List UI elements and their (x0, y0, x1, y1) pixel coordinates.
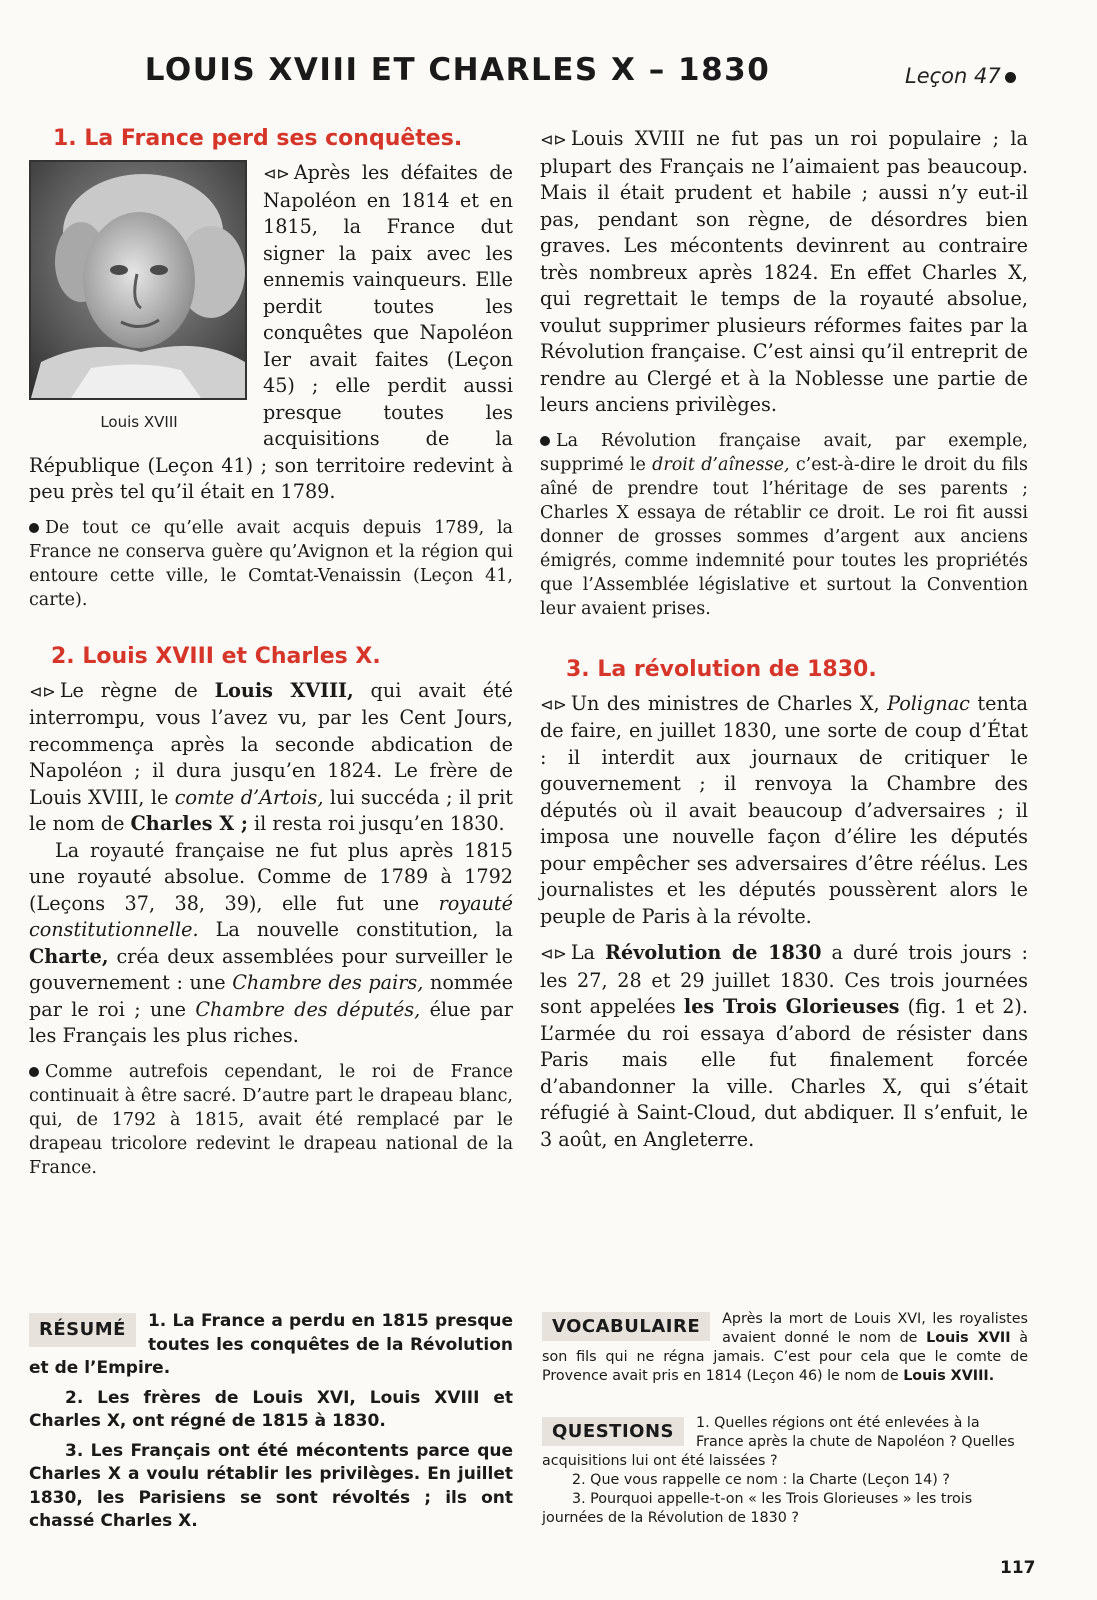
lesson-label: Leçon 47 (905, 64, 1001, 88)
text-run: à son fils qui ne régna jamais. C’est pour cela que le comte de Provence avait pris en 1814 (Leçon 46) le nom de (542, 1330, 1028, 1384)
questions-label: QUESTIONS (542, 1417, 684, 1446)
section-2-paragraph-2 (29, 838, 513, 1050)
right-paragraph-2 (540, 429, 1028, 621)
question-1: 1. Quelles régions ont été enlevées à la France après la chute de Napoléon ? Quelles acquisitions lui ont été laissées ? (542, 1415, 1015, 1469)
lesson-number (905, 64, 1016, 88)
summary-item-1: 1. La France a perdu en 1815 presque toutes les conquêtes de la Révolution et de l’Empire. (29, 1311, 513, 1378)
text-run: il resta roi jusqu’en 1830. (247, 812, 505, 835)
text-run-italic: Chambre des députés, (195, 997, 421, 1021)
paragraph-mark-icon: ⊲⊳ (263, 164, 290, 183)
text-run: La Révolution française avait, par exemple, supprimé le (540, 430, 1028, 475)
section-3-paragraph-2 (540, 940, 1028, 1153)
summary-label: RÉSUMÉ (29, 1313, 136, 1347)
text-run-bold: Charles X ; (130, 812, 248, 835)
section-3-heading: 3. La révolution de 1830. (566, 656, 877, 682)
text-run: créa deux assemblées pour surveiller le gouvernement : une (29, 944, 513, 994)
text-run: (fig. 1 et 2). L’armée du roi essaya d’abord de résister dans Paris mais elle fut finalement forcée d’abandonner la ville. Charles X, qui s’était réfugié à Saint-Cloud, dut abdiquer. Il s’enfuit, le 3 août, en Angleterre. (540, 995, 1028, 1151)
section-3-paragraph-1 (540, 691, 1028, 931)
louis-xviii-portrait (29, 160, 247, 400)
paragraph-mark-icon: ⊲⊳ (540, 130, 567, 149)
section-2-text-3: Comme autrefois cependant, le roi de France continuait à être sacré. D’autre part le drapeau blanc, qui, de 1792 à 1815, avait été remplacé par le drapeau tricolore redevint le drapeau national de la France. (29, 1061, 513, 1178)
text-run-italic: comte d’Artois, (174, 785, 324, 809)
text-run: tenta de faire, en juillet 1830, une sorte de coup d’État : il interdit aux journaux de critiquer le gouvernement ; il renvoya la Chambre des députés où il avait beaucoup d’adversaires ; il imposa une nouvelle façon d’élire les députés pour empêcher ses adversaires d’être réélus. Les journalistes et les députés poussèrent alors le peuple de Paris à la révolte. (540, 691, 1028, 928)
paragraph-mark-icon: ⊲⊳ (540, 944, 567, 963)
text-run: La royauté française ne fut plus après 1815 une royauté absolue. Comme de 1789 à 1792 (Leçons 37, 38, 39), elle fut une (29, 838, 513, 915)
text-run-italic: Polignac (887, 691, 970, 715)
summary-box (29, 1310, 513, 1540)
right-paragraph-1 (540, 126, 1028, 419)
page-title: LOUIS XVIII ET CHARLES X – 1830 (144, 52, 771, 88)
text-run: La nouvelle constitution, la (198, 918, 513, 941)
bullet-dot-icon (1005, 72, 1016, 83)
section-1-paragraph-2 (29, 516, 513, 612)
section-1-heading: 1. La France perd ses conquêtes. (53, 126, 463, 151)
section-2-heading: 2. Louis XVIII et Charles X. (51, 643, 381, 669)
portrait-caption: Louis XVIII (100, 413, 178, 431)
summary-item-3: 3. Les Français ont été mécontents parce que Charles X a voulu rétablir les privilèges. En juillet 1830, les Parisiens se sont révoltés ; ils ont chassé Charles X. (29, 1440, 513, 1531)
section-1-text-2: De tout ce qu’elle avait acquis depuis 1789, la France ne conserva guère qu’Avignon et la région qui entoure cette ville, le Comtat-Venaissin (Leçon 41, carte). (29, 517, 513, 610)
text-run-bold: Révolution de 1830 (605, 941, 822, 964)
bullet-dot-icon (29, 1067, 39, 1077)
text-run: lui succéda ; il prit le nom de (29, 785, 513, 835)
text-run: élue par les Français les plus riches. (29, 997, 513, 1047)
right-text-1: Louis XVIII ne fut pas un roi populaire ; la plupart des Français ne l’aimaient pas beaucoup. Mais il était prudent et habile ; aussi n’y eut-il pas, pendant son règne, de désordres bien graves. Les mécontents devinrent au contraire très nombreux après 1824. En effet Charles X, qui regrettait le temps de la royauté absolue, voulut supprimer plusieurs réformes faites par la Révolution française. C’est ainsi qu’il entreprit de rendre au Clergé et à la Noblesse une partie de leurs anciens privilèges. (540, 127, 1028, 416)
paragraph-mark-icon: ⊲⊳ (29, 681, 56, 701)
section-2-paragraph-1 (29, 678, 513, 838)
question-2: 2. Que vous rappelle ce nom : la Charte (Leçon 14) ? (572, 1472, 950, 1488)
section-2-paragraph-3 (29, 1060, 513, 1180)
text-run: Le règne de (59, 678, 215, 702)
section-1-text-1: Après les défaites de Napoléon en 1814 et en 1815, la France dut signer la paix avec les ennemis vainqueurs. Elle perdit toutes les conquêtes que Napoléon Ier avait faites (Leçon 45) ; elle perdit aussi presque toutes les acquisitions de la République (Leçon 41) ; son territoire redevint à peu près tel qu’il était en 1789. (29, 161, 513, 503)
text-run: qui avait été interrompu, vous l’avez vu, par les Cent Jours, recommença après la seconde abdication de Napoléon ; il dura jusqu’en 1824. Le frère de Louis XVIII, le (29, 678, 513, 809)
text-run: La (570, 941, 606, 964)
bullet-dot-icon (29, 523, 39, 533)
text-run: nommée par le roi ; une (29, 971, 513, 1021)
text-run-bold: Louis XVII (926, 1330, 1011, 1346)
text-run-italic: Chambre des pairs, (232, 971, 424, 994)
paragraph-mark-icon: ⊲⊳ (540, 694, 567, 714)
text-run-italic: royauté constitutionnelle. (29, 891, 513, 941)
text-run: c’est-à-dire le droit du fils aîné de prendre tout l’héritage de ses parents ; Charles X essaya de rétablir ce droit. Le roi fit aussi donner de grosses sommes d’argent aux anciens émigrés, comme indemnité pour toutes les propriétés que l’Assemblée législative et surtout la Convention leur avaient prises. (540, 454, 1028, 619)
text-run: Un des ministres de Charles X, (570, 691, 888, 715)
questions-box (542, 1414, 1028, 1528)
question-3: 3. Pourquoi appelle-t-on « les Trois Glorieuses » les trois journées de la Révolution de 1830 ? (542, 1491, 973, 1526)
text-run-bold: Louis XVIII, (214, 678, 354, 702)
bullet-dot-icon (540, 436, 550, 446)
text-run-italic: droit d’aînesse, (652, 454, 790, 475)
page-number: 117 (1000, 1558, 1036, 1578)
portrait-figure (29, 160, 249, 436)
vocabulary-label: VOCABULAIRE (542, 1312, 710, 1341)
text-run-bold: Charte, (29, 944, 109, 968)
summary-item-2: 2. Les frères de Louis XVI, Louis XVIII et Charles X, ont régné de 1815 à 1830. (29, 1387, 513, 1431)
vocabulary-box (542, 1310, 1028, 1386)
text-run: Après la mort de Louis XVI, les royalistes avaient donné le nom de (722, 1311, 1028, 1346)
right-column (540, 126, 1028, 1153)
text-run: a duré trois jours : les 27, 28 et 29 juillet 1830. Ces trois journées sont appelées (540, 941, 1028, 1018)
text-run-bold: les Trois Glorieuses (683, 995, 900, 1018)
text-run-bold: Louis XVIII. (903, 1368, 995, 1384)
left-column (29, 124, 513, 1180)
